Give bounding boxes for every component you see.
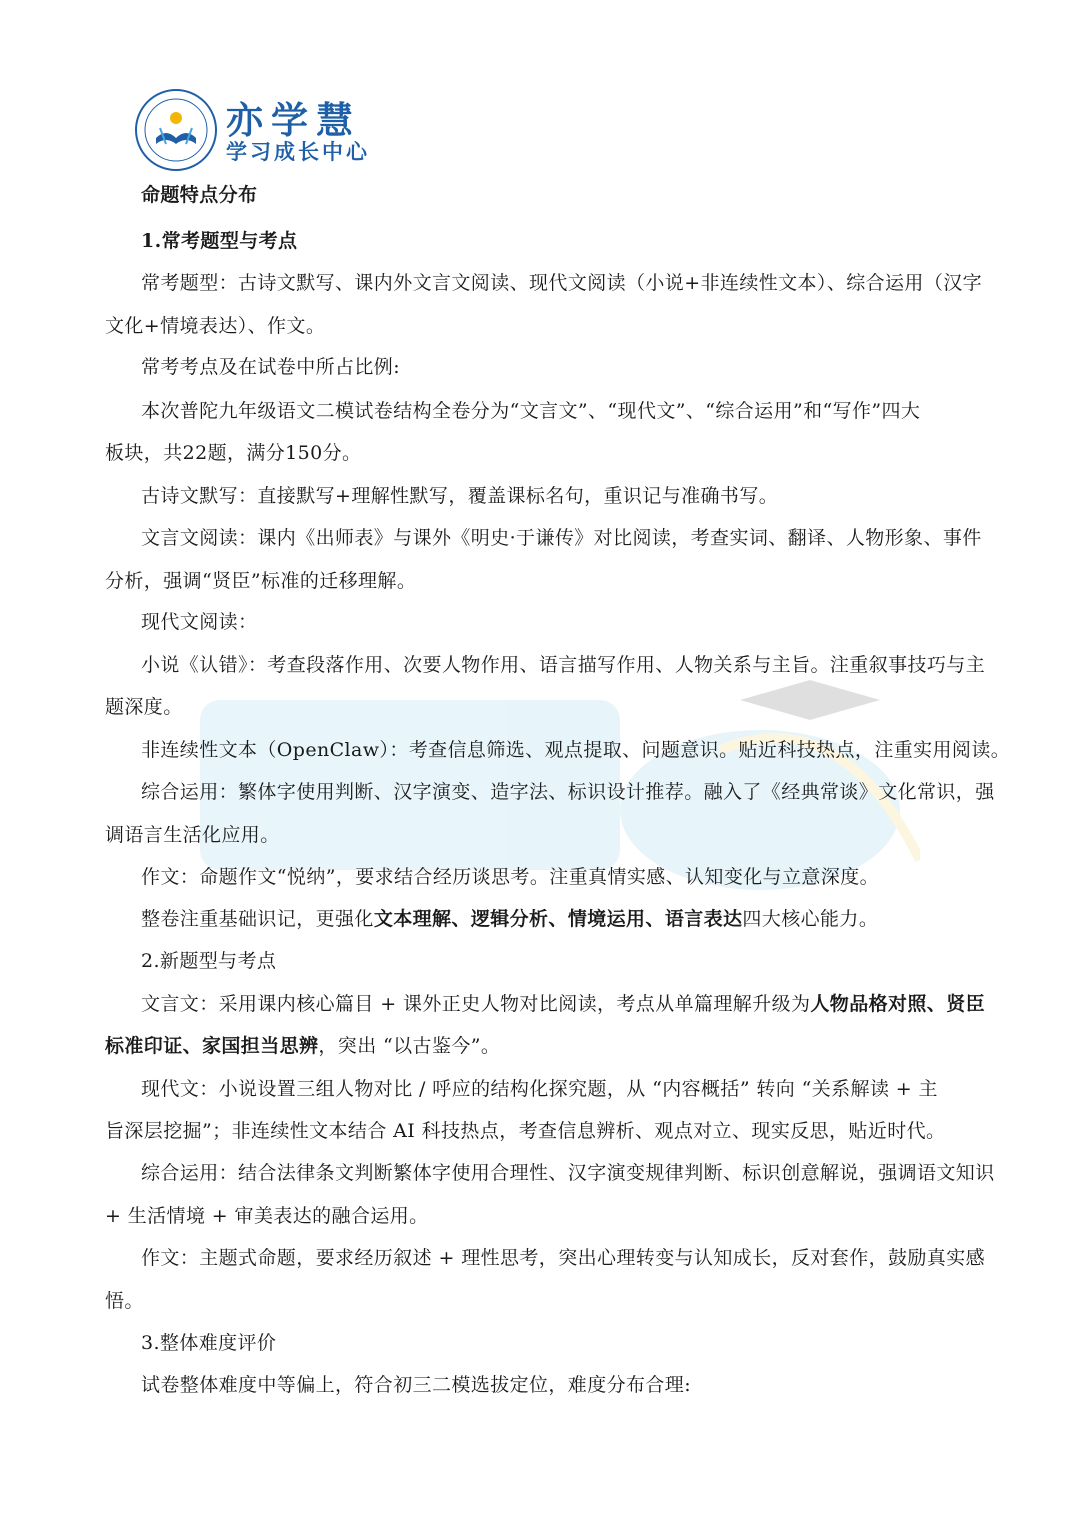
summary-bold: 文本理解、逻辑分析、情境运用、语言表达 [373,908,743,930]
paragraph: 文言文阅读：课内《出师表》与课外《明史·于谦传》对比阅读，考查实词、翻译、人物形象、事件 [141,527,982,549]
paragraph: 作文：命题作文“悦纳”，要求结合经历谈思考。注重真情实感、认知变化与立意深度。 [141,866,880,888]
paragraph: 常考考点及在试卷中所占比例: [141,356,401,378]
logo [134,88,394,172]
paragraph [141,989,985,1016]
paragraph: 小说《认错》：考查段落作用、次要人物作用、语言描写作用、人物关系与主旨。注重叙事技巧与主 [141,654,986,676]
heading-1: 1.常考题型与考点 [141,230,298,252]
paragraph: 板块，共22题，满分150分。 [105,442,362,464]
logo-subtitle: 学习成长中心 [226,140,370,164]
paragraph: 本次普陀九年级语文二模试卷结构全卷分为“文言文”、“现代文”、“综合运用”和“写作”四大 [141,400,921,422]
paragraph: 旨深层挖掘”；非连续性文本结合 AI 科技热点，考查信息辨析、观点对立、现实反思，贴近时代。 [105,1120,946,1142]
section-title: 命题特点分布 [141,184,258,206]
paragraph-summary [141,904,878,931]
paragraph: 文化+情境表达）、作文。 [105,315,326,337]
paragraph: 试卷整体难度中等偏上，符合初三二模选拔定位，难度分布合理: [141,1374,692,1396]
bold-text: 标准印证、家国担当思辨 [105,1035,319,1057]
paragraph: 综合运用：结合法律条文判断繁体字使用合理性、汉字演变规律判断、标识创意解说，强调语文知识 [141,1162,995,1184]
bold-text: 人物品格对照、贤臣 [810,993,986,1015]
summary-text: 整卷注重基础识记，更强化 [141,908,374,930]
paragraph: 调语言生活化应用。 [105,824,280,846]
paragraph [105,1031,500,1058]
logo-name: 亦学慧 [226,99,361,142]
paragraph: + 生活情境 + 审美表达的融合运用。 [105,1205,429,1227]
text: 文言文：采用课内核心篇目 + 课外正史人物对比阅读，考点从单篇理解升级为 [141,993,811,1015]
paragraph: 常考题型：古诗文默写、课内外文言文阅读、现代文阅读（小说+非连续性文本）、综合运用（汉字 [141,272,983,294]
heading-3: 3.整体难度评价 [141,1332,277,1354]
paragraph: 悟。 [105,1290,144,1312]
paragraph: 综合运用：繁体字使用判断、汉字演变、造字法、标识设计推荐。融入了《经典常谈》文化常识，强 [141,781,995,803]
paragraph: 古诗文默写：直接默写+理解性默写，覆盖课标名句，重识记与准确书写。 [141,485,779,507]
paragraph: 非连续性文本（OpenClaw）：考查信息筛选、观点提取、问题意识。贴近科技热点，注重实用阅读。 [141,739,1011,761]
logo-emblem-icon [134,88,218,172]
paragraph: 题深度。 [105,696,183,718]
paragraph: 作文：主题式命题，要求经历叙述 + 理性思考，突出心理转变与认知成长，反对套作，鼓励真实感 [141,1247,986,1269]
paragraph: 分析，强调“贤臣”标准的迁移理解。 [105,570,417,592]
heading-2: 2.新题型与考点 [141,950,277,972]
summary-text-end: 四大核心能力。 [742,908,879,930]
paragraph: 现代文：小说设置三组人物对比 / 呼应的结构化探究题，从 “内容概括” 转向 “关系解读 + 主 [141,1078,938,1100]
paragraph: 现代文阅读： [141,611,258,633]
text: ，突出 “以古鉴今”。 [318,1035,501,1057]
